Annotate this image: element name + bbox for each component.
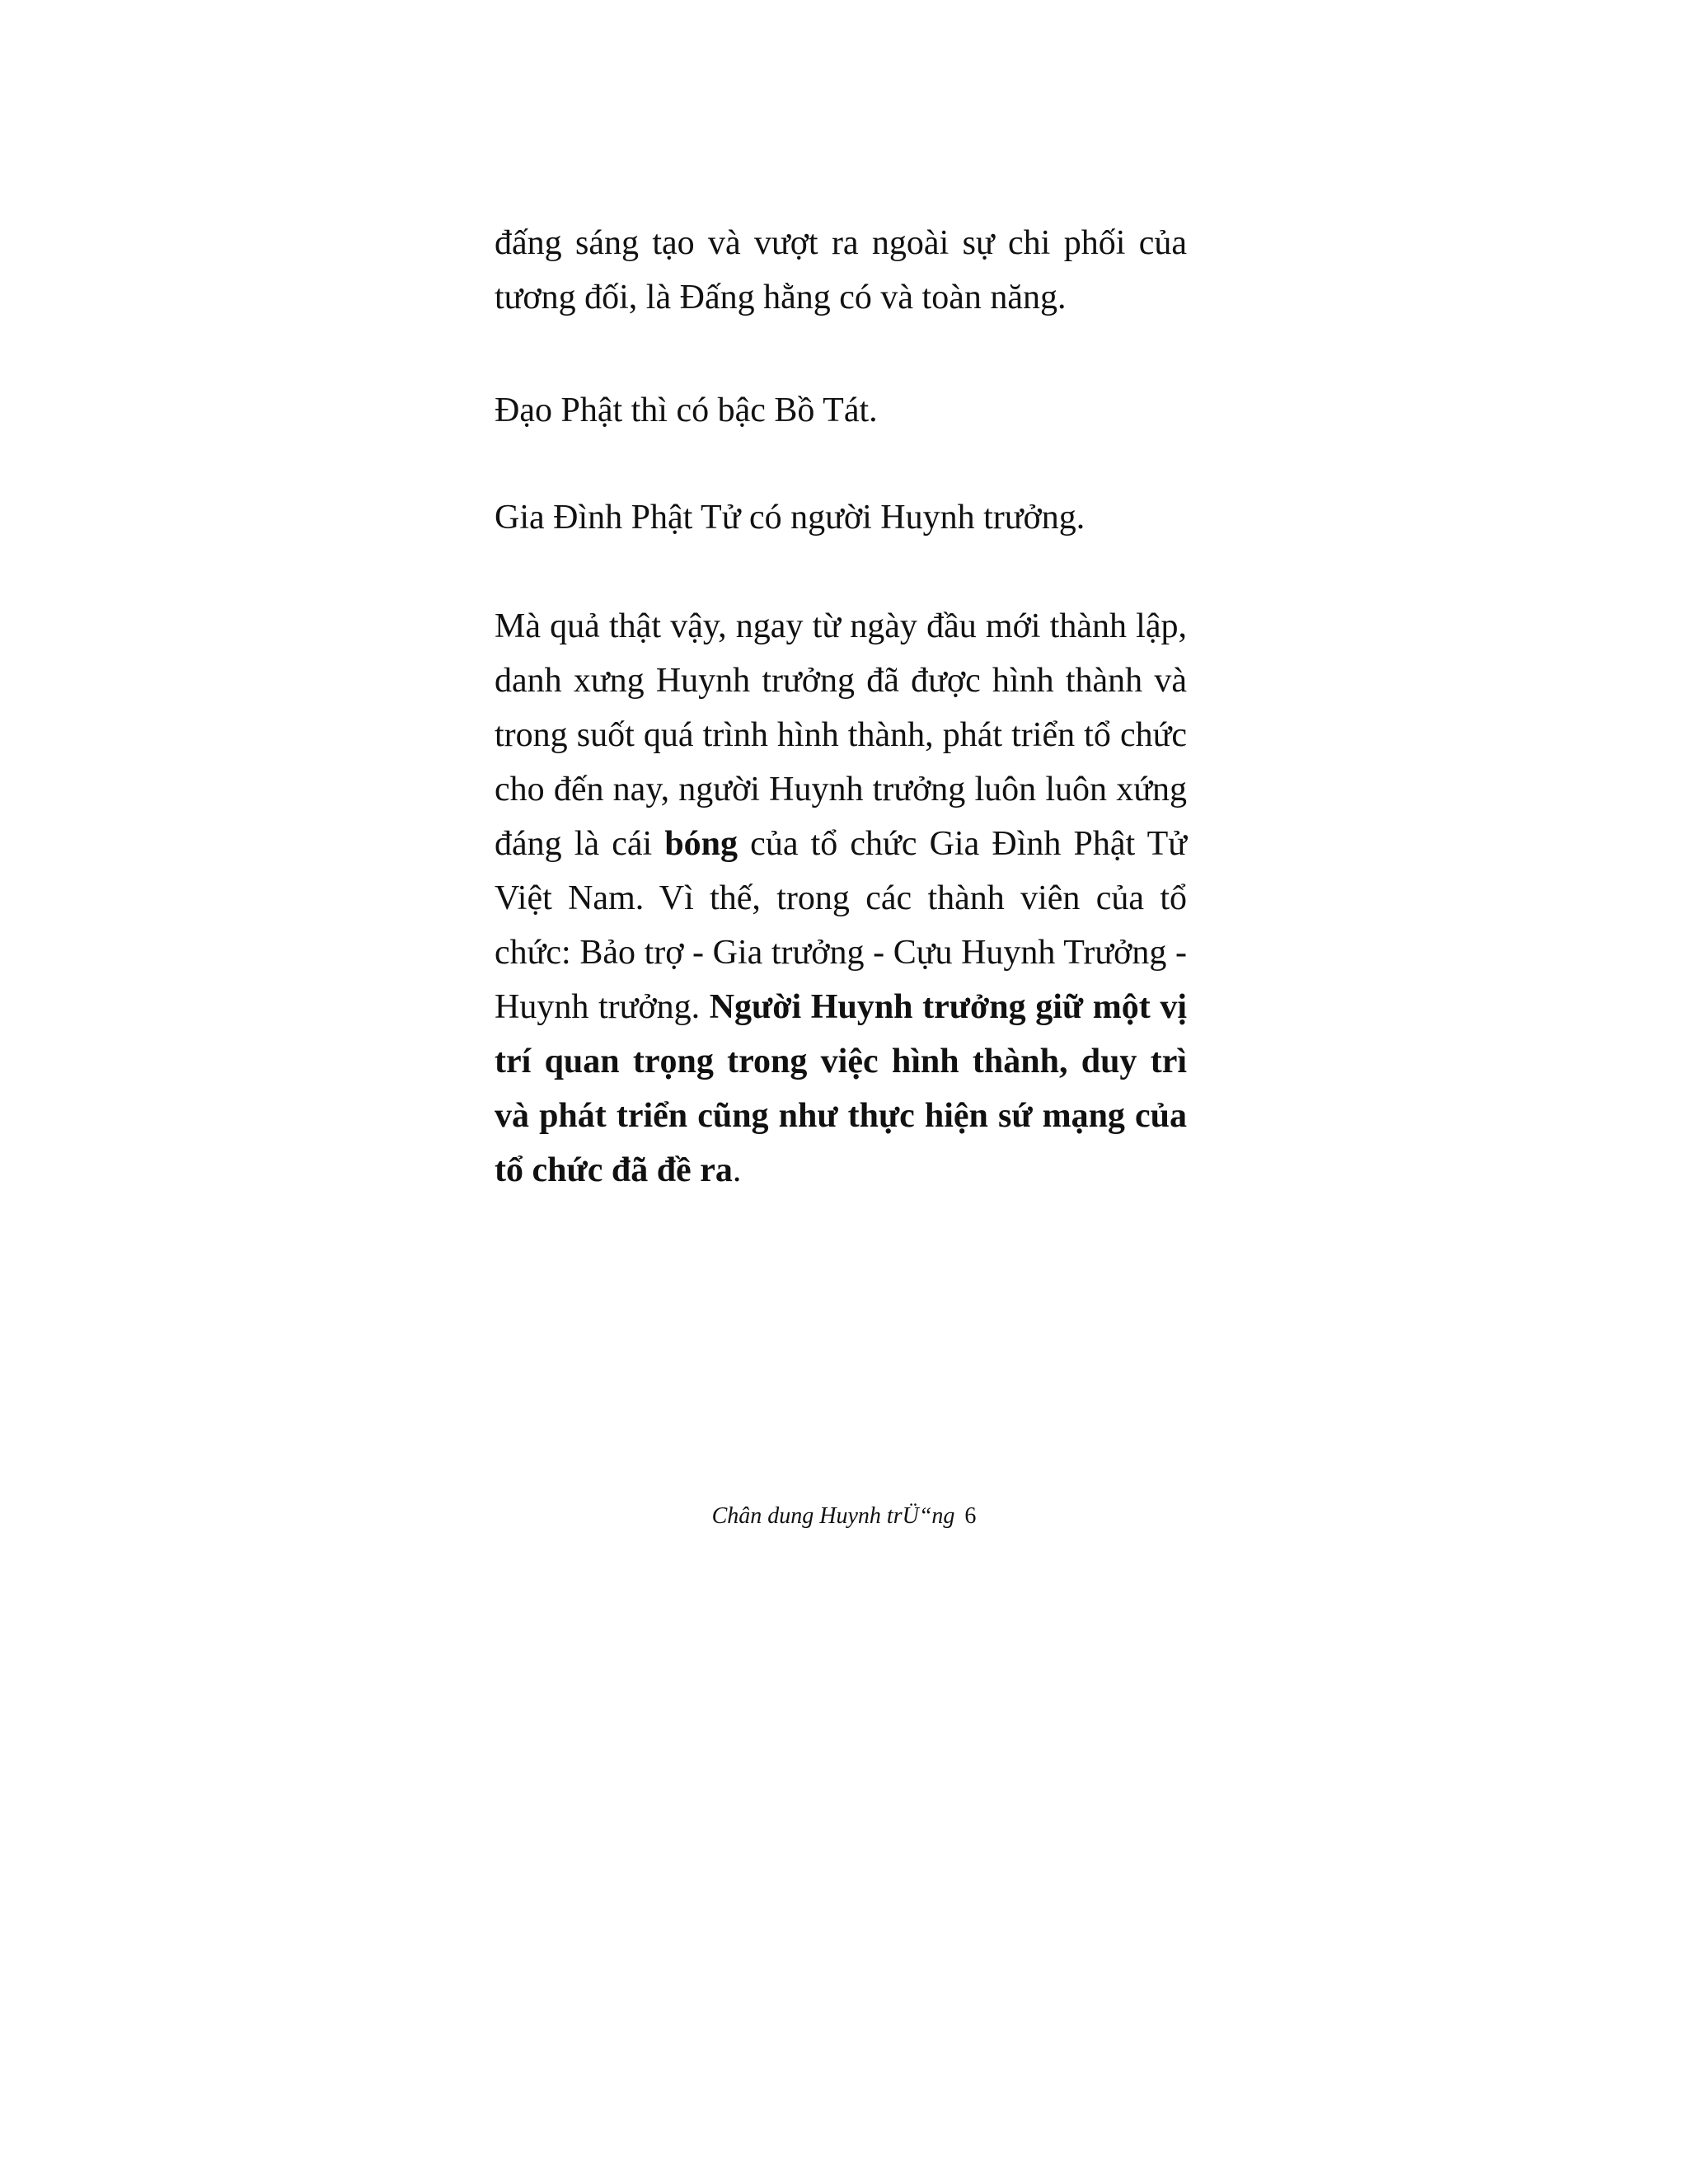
- paragraph-4-text-2: của tổ chức Gia Đình Phật Tử Việt Nam. Vì thế, trong các thành viên của tổ chức: Bảo trợ - Gia trưởng - Cựu Huynh Trưởng - Huynh trưởng.: [495, 825, 1187, 1026]
- paragraph-4-text-3: .: [732, 1151, 742, 1189]
- paragraph-4-text-1: Mà quả thật vậy, ngay từ ngày đầu mới thành lập, danh xưng Huynh trưởng đã được hình thành và trong suốt quá trình hình thành, phát triển tổ chức cho đến nay, người Huynh trưởng luôn luôn xứng đáng là cái: [495, 607, 1187, 863]
- paragraph-3: Gia Đình Phật Tử có người Huynh trưởng.: [495, 499, 1085, 537]
- paragraph-4: [495, 599, 1187, 1197]
- page-footer: [0, 1502, 1688, 1531]
- footer-title: Chân dung Huynh trÜ“ng: [711, 1503, 955, 1529]
- paragraph-4-bold-word: bóng: [664, 825, 738, 863]
- paragraph-4-bold-sentence: Người Huynh trưởng giữ một vị trí quan trọng trong việc hình thành, duy trì và phát triển cũng như thực hiện sứ mạng của tổ chức đã đề ra: [495, 988, 1187, 1189]
- paragraph-2: Đạo Phật thì có bậc Bồ Tát.: [495, 391, 878, 429]
- page-number: 6: [964, 1503, 977, 1529]
- paragraph-1: đấng sáng tạo và vượt ra ngoài sự chi phối của tương đối, là Đấng hằng có và toàn năng.: [495, 224, 1187, 316]
